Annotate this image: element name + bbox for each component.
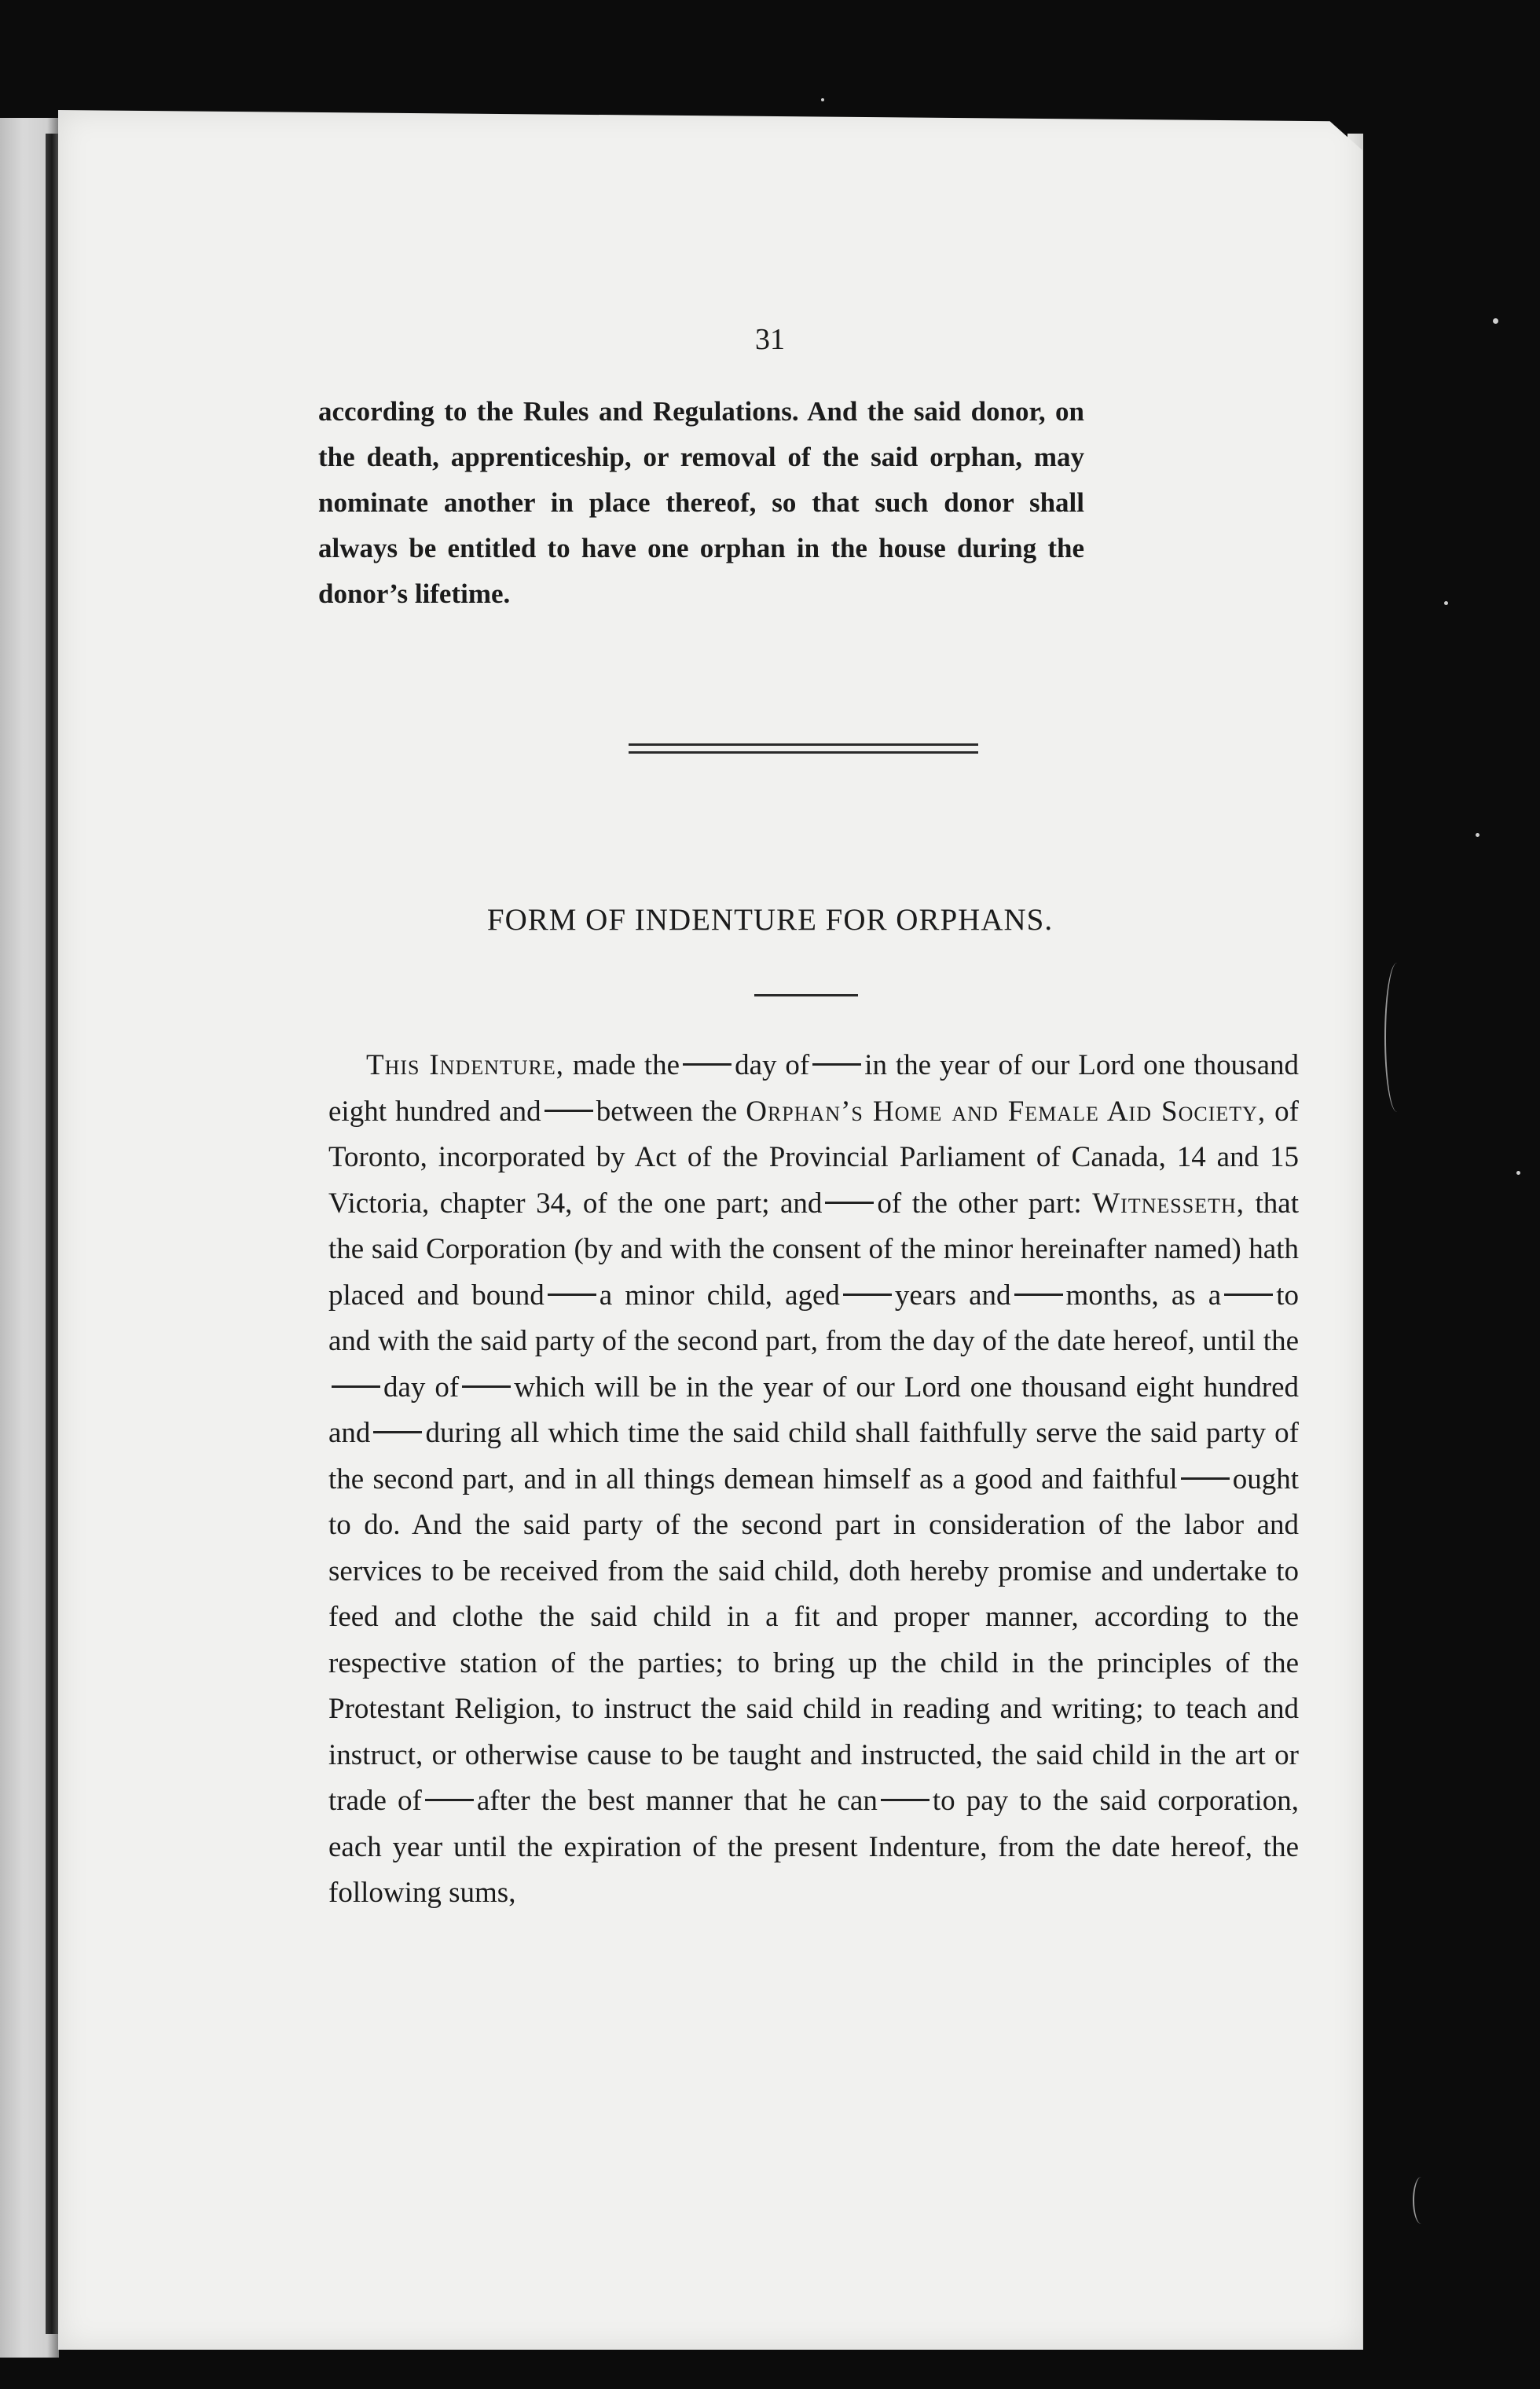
blank-line [373, 1431, 422, 1433]
section-heading: FORM OF INDENTURE FOR ORPHANS. [486, 903, 1054, 937]
blank-line [332, 1385, 380, 1388]
indenture-text: between the [596, 1095, 738, 1128]
scratch-mark [1413, 2177, 1430, 2224]
indenture-text: a minor child, aged [599, 1279, 840, 1312]
indenture-lead: This Indenture, [366, 1049, 565, 1081]
witnesseth-word: Witnesseth, [1092, 1187, 1245, 1220]
blank-line [425, 1799, 474, 1801]
blank-line [1014, 1294, 1063, 1296]
heading-underline [754, 994, 858, 996]
paragraph-continuation: according to the Rules and Regulations. And the said donor, on the death, apprenticeship, or removal of the said orphan, may nominate another in place thereof, so that such donor shall always be entitled to have one orphan in the house during the donor’s lifetime. [318, 396, 1084, 609]
blank-line [683, 1063, 732, 1066]
indenture-text: to pay to the said corporation, each year until the expiration of the present Indenture, from the date hereof, the following sums, [328, 1785, 1299, 1909]
indenture-text: ought to do. And the said party of the second part in consideration of the labor and services to be received from the said child, doth hereby promise and undertake to feed and clothe the said child in a fit and proper manner, according to the respective station of the parties; to bring up the child in the principles of the Protestant Religion, to instruct the said child in reading and writing; to teach and instruct, or otherwise cause to be taught and instructed, the said child in the art or trade of [328, 1462, 1299, 1817]
blank-line [462, 1385, 511, 1388]
indenture-text: of Toronto, incorporated by Act of the Provincial Parliament of Canada, 14 and 15 Victoria, chapter 34, of the one part; and [328, 1095, 1299, 1220]
blank-line [825, 1202, 874, 1204]
indenture-text: that the said Corporation (by and with the consent of the minor hereinafter named) hath placed and bound [328, 1187, 1299, 1312]
divider-rule-bottom [629, 751, 978, 754]
indenture-text: during all which time the said child shall faithfully serve the said party of the second part, and in all things demean himself as a good and faithful [328, 1417, 1299, 1495]
blank-line [843, 1294, 892, 1296]
blank-line [1181, 1477, 1230, 1480]
page-number: 31 [755, 323, 785, 356]
blank-line [881, 1799, 930, 1801]
society-name: Orphan’s Home and Female Aid Society, [746, 1095, 1267, 1128]
indenture-body [328, 1043, 1299, 1917]
indenture-text: months, as a [1065, 1279, 1222, 1312]
book-gutter [46, 134, 58, 2334]
indenture-text: which will be in the year of our Lord one thousand eight hundred and [328, 1371, 1299, 1449]
indenture-text: to and with the said party of the second part, from the day of the date hereof, until the [328, 1279, 1299, 1357]
divider-rule-top [629, 743, 978, 746]
indenture-text: years and [894, 1279, 1011, 1312]
blank-line [544, 1110, 593, 1112]
scratch-mark [1384, 963, 1410, 1112]
blank-line [812, 1063, 861, 1066]
indenture-paragraph [328, 1043, 1299, 1917]
indenture-text: of the other part: [877, 1187, 1082, 1220]
indenture-text: in the year of our Lord one thousand eight hundred and [328, 1049, 1299, 1128]
blank-line [548, 1294, 596, 1296]
indenture-text: day of [383, 1371, 460, 1404]
indenture-text: day of [735, 1049, 810, 1081]
indenture-text: after the best manner that he can [476, 1785, 878, 1817]
blank-line [1224, 1294, 1273, 1296]
indenture-text: made the [564, 1049, 680, 1081]
